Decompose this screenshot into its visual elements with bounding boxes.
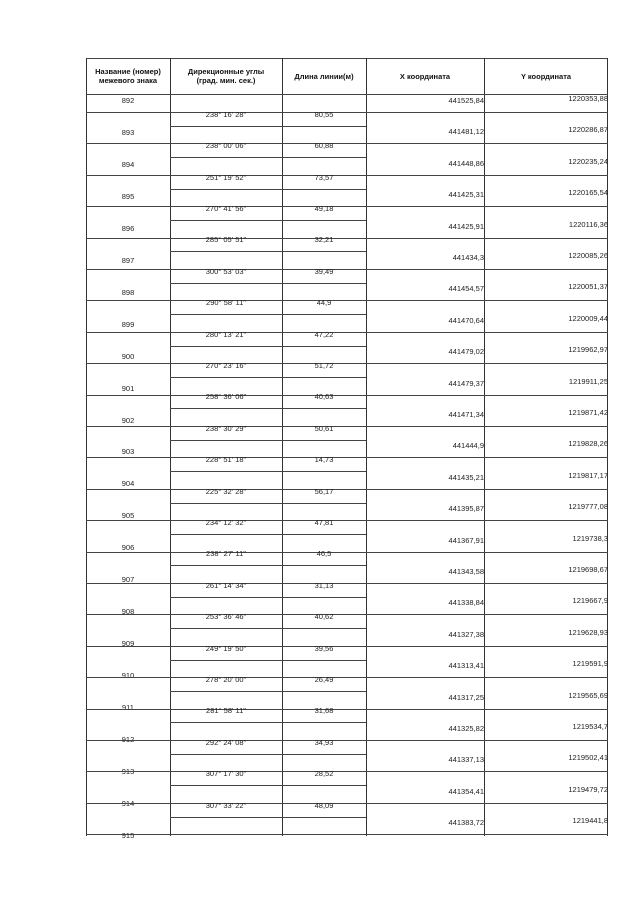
y-coordinate: 1219667,9: [572, 596, 608, 606]
y-coordinate: 1219479,72: [568, 784, 608, 794]
header-angle-line1: Дирекционные углы: [187, 67, 265, 76]
direction-angle: 234° 12' 32": [205, 517, 247, 527]
segment-divider: [170, 189, 366, 190]
x-coordinate: 441448,86: [448, 158, 484, 168]
line-length: 49,18: [314, 203, 334, 213]
point-name: 893: [121, 127, 135, 137]
direction-angle: 270° 41' 56": [205, 203, 247, 213]
line-length: 51,72: [314, 360, 334, 370]
x-coordinate: 441383,72: [448, 818, 484, 828]
line-length: 39,49: [314, 266, 334, 276]
point-name: 911: [122, 703, 134, 713]
point-name: 904: [121, 479, 135, 489]
header-angle-line2: (град. мин. сек.): [196, 76, 256, 85]
segment-divider: [170, 628, 366, 629]
y-coordinate: 1219441,8: [572, 816, 608, 826]
y-coordinate: 1219738,3: [572, 533, 608, 543]
x-coordinate: 441454,57: [448, 284, 484, 294]
x-coordinate: 441479,37: [448, 378, 484, 388]
point-name: 915: [121, 830, 135, 840]
point-name: 901: [121, 383, 135, 393]
direction-angle: 238° 00' 06": [205, 141, 247, 151]
line-length: 48,09: [314, 800, 334, 810]
direction-angle: 280° 13' 21": [205, 329, 247, 339]
point-name: 897: [121, 255, 135, 265]
point-name: 905: [121, 511, 135, 521]
line-length: 32,21: [314, 235, 334, 245]
line-length: 44,9: [316, 298, 332, 308]
x-coordinate: 441444,9: [452, 441, 484, 451]
line-length: 73,57: [314, 172, 334, 182]
point-name: 894: [121, 159, 135, 169]
direction-angle: 249° 19' 50": [205, 643, 247, 653]
direction-angle: 228° 51' 18": [205, 455, 247, 465]
y-coordinate: 1219817,17: [568, 470, 608, 480]
segment-divider: [170, 126, 366, 127]
y-coordinate: 1220085,26: [568, 251, 608, 260]
point-name: 914: [121, 798, 135, 808]
x-coordinate: 441435,21: [448, 472, 484, 482]
x-coordinate: 441367,91: [448, 535, 484, 545]
segment-divider: [170, 314, 366, 315]
y-coordinate: 1220286,87: [568, 125, 608, 135]
x-coordinate: 441479,02: [448, 347, 484, 357]
line-length: 31,13: [314, 580, 334, 590]
point-name: 910: [121, 671, 135, 681]
point-name: 908: [121, 607, 135, 617]
y-coordinate: 1220009,44: [568, 313, 608, 323]
y-coordinate: 1219534,7: [572, 722, 608, 731]
point-name: 900: [121, 351, 135, 361]
direction-angle: 251° 19' 52": [205, 172, 247, 182]
x-coordinate: 441313,41: [448, 661, 484, 671]
point-name: 899: [121, 319, 135, 329]
y-coordinate: 1220116,36: [568, 219, 608, 229]
segment-divider: [170, 440, 366, 441]
x-coordinate: 441325,82: [448, 724, 484, 733]
y-coordinate: 1219502,41: [568, 753, 608, 763]
x-coordinate: 441425,91: [448, 221, 484, 231]
segment-divider: [170, 565, 366, 566]
direction-angle: 292° 24' 08": [205, 737, 247, 747]
segment-divider: [170, 785, 366, 786]
direction-angle: 238° 30' 29": [205, 423, 247, 433]
segment-divider: [170, 346, 366, 347]
point-name: 906: [121, 543, 135, 553]
point-name: 912: [121, 735, 135, 744]
header-point-name-line1: Название (номер): [95, 67, 161, 76]
segment-divider: [170, 817, 366, 818]
point-name: 898: [121, 287, 135, 297]
x-coordinate: 441395,87: [448, 504, 484, 514]
line-length: 34,93: [314, 737, 334, 747]
header-y-coordinate: Y координата: [520, 71, 572, 81]
x-coordinate: 441425,31: [448, 190, 484, 200]
direction-angle: 258° 36' 06": [205, 392, 247, 402]
point-name: 902: [121, 415, 135, 425]
line-length: 47,22: [314, 329, 334, 339]
x-coordinate: 441434,3: [452, 253, 484, 262]
y-coordinate: 1219628,93: [568, 627, 608, 637]
direction-angle: 270° 23' 16": [205, 360, 247, 370]
direction-angle: 253° 36' 46": [205, 612, 247, 622]
point-name: 896: [121, 223, 135, 233]
y-coordinate: 1219777,08: [568, 502, 608, 512]
segment-divider: [170, 722, 366, 723]
point-name: 895: [121, 191, 135, 201]
line-length: 26,49: [314, 674, 334, 684]
segment-divider: [170, 754, 366, 755]
point-name: 903: [121, 447, 135, 457]
x-coordinate: 441317,25: [448, 692, 484, 702]
line-length: 56,17: [314, 486, 334, 496]
segment-divider: [170, 534, 366, 535]
segment-divider: [170, 660, 366, 661]
direction-angle: 281° 58' 11": [206, 706, 246, 716]
segment-divider: [170, 597, 366, 598]
x-coordinate: 441470,64: [448, 315, 484, 325]
y-coordinate: 1219871,42: [568, 408, 608, 417]
x-coordinate: 441354,41: [448, 786, 484, 796]
direction-angle: 238° 27' 11": [206, 549, 246, 559]
segment-divider: [170, 691, 366, 692]
y-coordinate: 1219565,69: [568, 690, 608, 700]
segment-divider: [170, 503, 366, 504]
y-coordinate: 1220353,88: [568, 94, 608, 103]
segment-divider: [170, 471, 366, 472]
row-divider: [86, 834, 608, 835]
direction-angle: 307° 33' 22": [205, 800, 247, 810]
x-coordinate: 441338,84: [448, 598, 484, 608]
line-length: 28,52: [314, 769, 334, 779]
line-length: 39,56: [314, 643, 334, 653]
line-length: 14,73: [314, 455, 334, 465]
y-coordinate: 1219591,9: [572, 659, 608, 669]
line-length: 46,5: [316, 549, 332, 559]
segment-divider: [170, 251, 366, 252]
direction-angle: 285° 05' 51": [205, 235, 247, 245]
y-coordinate: 1219698,67: [568, 565, 608, 574]
line-length: 50,61: [314, 423, 334, 433]
segment-divider: [170, 220, 366, 221]
segment-divider: [170, 283, 366, 284]
point-name: 892: [121, 96, 135, 105]
line-length: 60,88: [314, 141, 334, 151]
x-coordinate: 441343,58: [448, 567, 484, 576]
header-point-name-line2: межевого знака: [98, 76, 158, 85]
header-line-length: Длина линии(м): [294, 71, 354, 81]
y-coordinate: 1219911,25: [568, 376, 608, 386]
direction-angle: 261° 14' 34": [205, 580, 247, 590]
direction-angle: 307° 17' 30": [205, 769, 247, 779]
y-coordinate: 1220235,24: [568, 156, 608, 166]
header-direction-angle: [170, 58, 282, 94]
direction-angle: 300° 53' 03": [205, 266, 247, 276]
y-coordinate: 1219828,26: [568, 439, 608, 449]
point-name: 907: [121, 575, 135, 585]
y-coordinate: 1220165,54: [568, 188, 608, 198]
point-name: 913: [121, 766, 135, 776]
segment-divider: [170, 157, 366, 158]
segment-divider: [170, 408, 366, 409]
line-length: 31,68: [314, 706, 334, 716]
direction-angle: 278° 20' 00": [205, 674, 247, 684]
line-length: 47,81: [314, 517, 334, 527]
line-length: 80,55: [314, 109, 334, 119]
direction-angle: 290° 58' 11": [206, 298, 246, 308]
header-point-name: [86, 58, 170, 94]
point-name: 909: [121, 639, 135, 649]
x-coordinate: 441481,12: [448, 127, 484, 137]
direction-angle: 225° 32' 28": [205, 486, 247, 496]
coordinates-table: [86, 58, 608, 840]
x-coordinate: 441337,13: [448, 755, 484, 765]
y-coordinate: 1219962,97: [568, 345, 608, 355]
line-length: 40,62: [314, 612, 334, 622]
segment-divider: [170, 377, 366, 378]
line-length: 40,63: [314, 392, 334, 402]
y-coordinate: 1220051,37: [568, 282, 608, 292]
header-x-coordinate: Х координата: [399, 71, 451, 81]
x-coordinate: 441525,84: [448, 96, 484, 105]
x-coordinate: 441327,38: [448, 629, 484, 639]
direction-angle: 238° 16' 28": [205, 109, 247, 119]
x-coordinate: 441471,34: [448, 410, 484, 419]
